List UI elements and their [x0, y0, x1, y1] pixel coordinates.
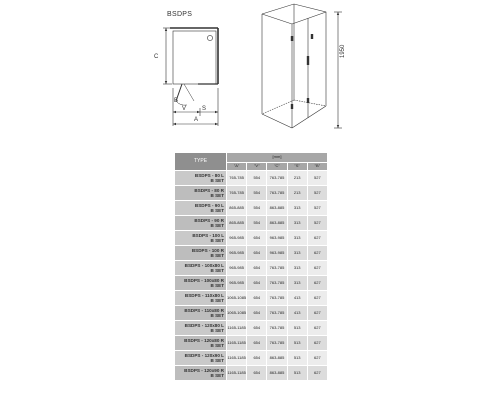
- type-header: TYPE: [175, 153, 227, 171]
- type-cell: BSDPS - 110x80 L B SET: [175, 291, 227, 306]
- value-v: 554: [247, 186, 267, 201]
- value-c: 963-985: [267, 231, 287, 246]
- col-header-v: "V": [247, 163, 267, 171]
- value-b: 527: [307, 171, 327, 186]
- value-b: 527: [307, 201, 327, 216]
- value-b: 627: [307, 246, 327, 261]
- value-b: 527: [307, 186, 327, 201]
- value-v: 554: [247, 201, 267, 216]
- value-b: 627: [307, 336, 327, 351]
- value-a: 1165-1185: [227, 336, 247, 351]
- value-v: 654: [247, 261, 267, 276]
- value-v: 654: [247, 276, 267, 291]
- value-c: 763-785: [267, 261, 287, 276]
- value-c: 763-785: [267, 321, 287, 336]
- value-s: 313: [287, 246, 307, 261]
- type-cell: BSDPS - 120x80 R B SET: [175, 336, 227, 351]
- value-c: 863-885: [267, 351, 287, 366]
- dim-label-a: A: [194, 117, 199, 123]
- value-a: 965-985: [227, 276, 247, 291]
- value-b: 627: [307, 231, 327, 246]
- table-row: [175, 291, 328, 306]
- value-c: 763-785: [267, 336, 287, 351]
- value-b: 627: [307, 306, 327, 321]
- value-v: 654: [247, 336, 267, 351]
- value-c: 763-785: [267, 171, 287, 186]
- value-c: 863-885: [267, 201, 287, 216]
- table-row: [175, 306, 328, 321]
- value-a: 965-985: [227, 261, 247, 276]
- value-b: 627: [307, 366, 327, 381]
- value-s: 213: [287, 186, 307, 201]
- value-c: 763-785: [267, 186, 287, 201]
- type-cell: BSDPS - 110x80 R B SET: [175, 306, 227, 321]
- type-cell: BSDPS - 80 L B SET: [175, 171, 227, 186]
- value-c: 963-985: [267, 246, 287, 261]
- type-cell: BSDPS - 90 R B SET: [175, 216, 227, 231]
- value-b: 627: [307, 321, 327, 336]
- value-v: 554: [247, 216, 267, 231]
- table-row: [175, 276, 328, 291]
- dim-label-c: C: [154, 54, 159, 60]
- col-header-b: "B": [307, 163, 327, 171]
- type-cell: BSDPS - 120x90 L B SET: [175, 351, 227, 366]
- table-row: [175, 231, 328, 246]
- value-c: 863-885: [267, 366, 287, 381]
- value-c: 863-885: [267, 216, 287, 231]
- value-s: 313: [287, 201, 307, 216]
- value-a: 1165-1185: [227, 321, 247, 336]
- dim-label-b: B: [174, 98, 179, 104]
- col-header-c: "C": [267, 163, 287, 171]
- value-s: 313: [287, 231, 307, 246]
- table-row: [175, 336, 328, 351]
- type-cell: BSDPS - 100x80 R B SET: [175, 276, 227, 291]
- value-v: 654: [247, 306, 267, 321]
- type-cell: BSDPS - 120x80 L B SET: [175, 321, 227, 336]
- table-row: [175, 201, 328, 216]
- value-a: 1165-1185: [227, 351, 247, 366]
- value-b: 627: [307, 291, 327, 306]
- value-v: 654: [247, 246, 267, 261]
- value-s: 513: [287, 321, 307, 336]
- dim-label-s: S: [202, 106, 207, 112]
- type-cell: BSDPS - 100 L B SET: [175, 231, 227, 246]
- table-row: [175, 261, 328, 276]
- value-v: 554: [247, 171, 267, 186]
- table-row: [175, 366, 328, 381]
- value-a: 965-985: [227, 246, 247, 261]
- type-cell: BSDPS - 100x80 L B SET: [175, 261, 227, 276]
- value-s: 413: [287, 306, 307, 321]
- value-b: 627: [307, 276, 327, 291]
- value-c: 763-785: [267, 291, 287, 306]
- col-header-s: "S": [287, 163, 307, 171]
- value-s: 513: [287, 366, 307, 381]
- value-s: 213: [287, 171, 307, 186]
- value-b: 527: [307, 216, 327, 231]
- value-s: 513: [287, 351, 307, 366]
- value-s: 313: [287, 276, 307, 291]
- dim-label-v: V: [182, 106, 187, 112]
- value-a: 765-785: [227, 186, 247, 201]
- value-a: 1065-1085: [227, 306, 247, 321]
- iso-view-drawing: [250, 2, 356, 136]
- height-label: 1950: [340, 44, 346, 58]
- dimensions-table: [174, 152, 328, 381]
- type-cell: BSDPS - 90 L B SET: [175, 201, 227, 216]
- value-s: 313: [287, 261, 307, 276]
- value-b: 627: [307, 351, 327, 366]
- value-s: 513: [287, 336, 307, 351]
- table-row: [175, 171, 328, 186]
- table-row: [175, 216, 328, 231]
- type-cell: BSDPS - 100 R B SET: [175, 246, 227, 261]
- value-a: 865-885: [227, 216, 247, 231]
- table-row: [175, 351, 328, 366]
- value-v: 654: [247, 231, 267, 246]
- value-c: 763-785: [267, 276, 287, 291]
- value-v: 654: [247, 321, 267, 336]
- value-v: 654: [247, 291, 267, 306]
- value-s: 313: [287, 216, 307, 231]
- value-a: 765-785: [227, 171, 247, 186]
- value-v: 654: [247, 351, 267, 366]
- value-b: 627: [307, 261, 327, 276]
- table-row: [175, 321, 328, 336]
- value-a: 965-985: [227, 231, 247, 246]
- plan-title: BSDPS: [167, 11, 193, 18]
- units-header: [mm]: [227, 153, 328, 163]
- table-row: [175, 186, 328, 201]
- type-cell: BSDPS - 120x90 R B SET: [175, 366, 227, 381]
- table-row: [175, 246, 328, 261]
- col-header-a: "A": [227, 163, 247, 171]
- value-a: 1165-1185: [227, 366, 247, 381]
- value-a: 865-885: [227, 201, 247, 216]
- dimensions-table-body: [175, 171, 328, 381]
- value-v: 654: [247, 366, 267, 381]
- value-s: 413: [287, 291, 307, 306]
- value-a: 1065-1085: [227, 291, 247, 306]
- dimensions-table-wrap: [174, 152, 328, 381]
- type-cell: BSDPS - 80 R B SET: [175, 186, 227, 201]
- value-c: 763-785: [267, 306, 287, 321]
